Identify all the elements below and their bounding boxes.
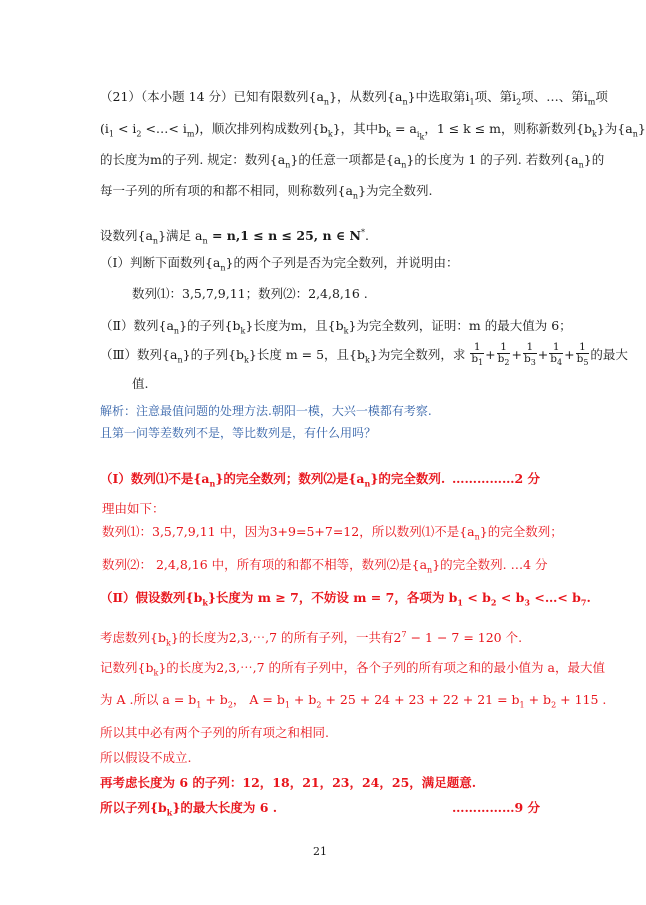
solution-line-10: 所以假设不成立.	[100, 750, 192, 765]
solution-line-9: 所以其中必有两个子列的所有项之和相同.	[100, 725, 329, 740]
problem-line-2: ($i_1 < i_2$ <…< $i_m$)，顺次排列构成数列$\{b_k\}$，其中$b_k = a_{i_k}$，1 ≤ k ≤ m，则称新数列$\{b_k\}$为$\{a_n\}$	[100, 121, 646, 142]
solution-line-12: 所以子列$\{b_k\}$的最大长度为 6 .	[100, 800, 278, 818]
fraction-4: $\frac{1}{b_4}$	[550, 341, 563, 368]
problem-line-4: 每一子列的所有项的和都不相同，则称数列$\{a_n\}$为完全数列.	[100, 183, 433, 201]
reason-heading: 理由如下：	[102, 501, 165, 516]
fraction-5: $\frac{1}{b_5}$	[576, 341, 589, 368]
problem-line-5: 设数列$\{a_n\}$满足 $a_n = n,1 \le n \le 25$, n ∈ N*.	[100, 228, 369, 246]
solution-line-11: 再考虑长度为 6 的子列：12，18，21，23，24，25，满足题意.	[100, 775, 477, 790]
question-1: （Ⅰ）判断下面数列$\{a_n\}$的两个子列是否为完全数列，并说明由：	[100, 255, 459, 273]
question-1-sequences: 数列⑴：3,5,7,9,11；数列⑵：2,4,8,16 .	[132, 286, 368, 301]
score-9: ……………9 分	[452, 800, 541, 815]
solution-part-1: （Ⅰ）数列⑴不是$\{a_n\}$的完全数列；数列⑵是$\{a_n\}$的完全数列.	[100, 471, 446, 489]
fraction-3: $\frac{1}{b_3}$	[523, 341, 536, 368]
page-number: 21	[313, 845, 327, 858]
question-2: （Ⅱ）数列$\{a_n\}$的子列$\{b_k\}$长度为m，且$\{b_k\}$为完全数列，证明：m 的最大值为 6；	[100, 318, 572, 336]
analysis-line-2: 且第一问等差数列不是，等比数列是，有什么用吗？	[100, 426, 377, 440]
fraction-1: $\frac{1}{b_1}$	[471, 341, 484, 368]
question-3-tail: 值.	[132, 376, 149, 391]
analysis-line-1: 解析：注意最值问题的处理方法.朝阳一模，大兴一模都有考察.	[100, 404, 432, 418]
solution-part-2: （Ⅱ）假设数列$\{b_k\}$长度为 m ≥ 7，不妨设 m = 7，各项为 $b_1 < b_2 < b_3$ <…< $b_7$.	[100, 590, 591, 608]
solution-line-6: 考虑数列$\{b_k\}$的长度为2,3,⋯,7 的所有子列，一共有$2^7 - 1 - 7 = 120$ 个.	[100, 630, 523, 648]
score-2: ……………2 分	[452, 471, 541, 486]
problem-line-3: 的长度为m的子列. 规定：数列$\{a_n\}$的任意一项都是$\{a_n\}$的长度为 1 的子列. 若数列$\{a_n\}$的	[100, 152, 605, 170]
reason-seq-2: 数列⑵： 2,4,8,16 中，所有项的和都不相等，数列⑵是$\{a_n\}$的完全数列. …4 分	[102, 557, 548, 575]
fraction-2: $\frac{1}{b_2}$	[497, 341, 510, 368]
solution-line-8: 为 A .所以 $a = b_1 + b_2$， $A = b_1 + b_2 + 25 + 24 + 23 + 22 + 21 = b_1 + b_2 + 115$ .	[100, 692, 607, 710]
problem-line-1: （21）（本小题 14 分）已知有限数列$\{a_n\}$，从数列$\{a_n\}$中选取第$i_1$项、第$i_2$项、…、第$i_m$项	[100, 89, 608, 107]
solution-line-7: 记数列$\{b_k\}$的长度为2,3,⋯,7 的所有子列中，各个子列的所有项之和的最小值为 a，最大值	[100, 660, 605, 678]
reason-seq-1: 数列⑴：3,5,7,9,11 中，因为3+9=5+7=12，所以数列⑴不是$\{a_n\}$的完全数列；	[102, 524, 563, 542]
question-3: （Ⅲ）数列$\{a_n\}$的子列$\{b_k\}$长度 m = 5，且$\{b_k\}$为完全数列，求 $\frac{1}{b_1}$ + $\frac{1}{b_2}$ + $\frac{1}{b_3}$ + $\frac{1}{b_4}$ + $\frac{1}{b_5}$ 的最大	[100, 341, 628, 368]
